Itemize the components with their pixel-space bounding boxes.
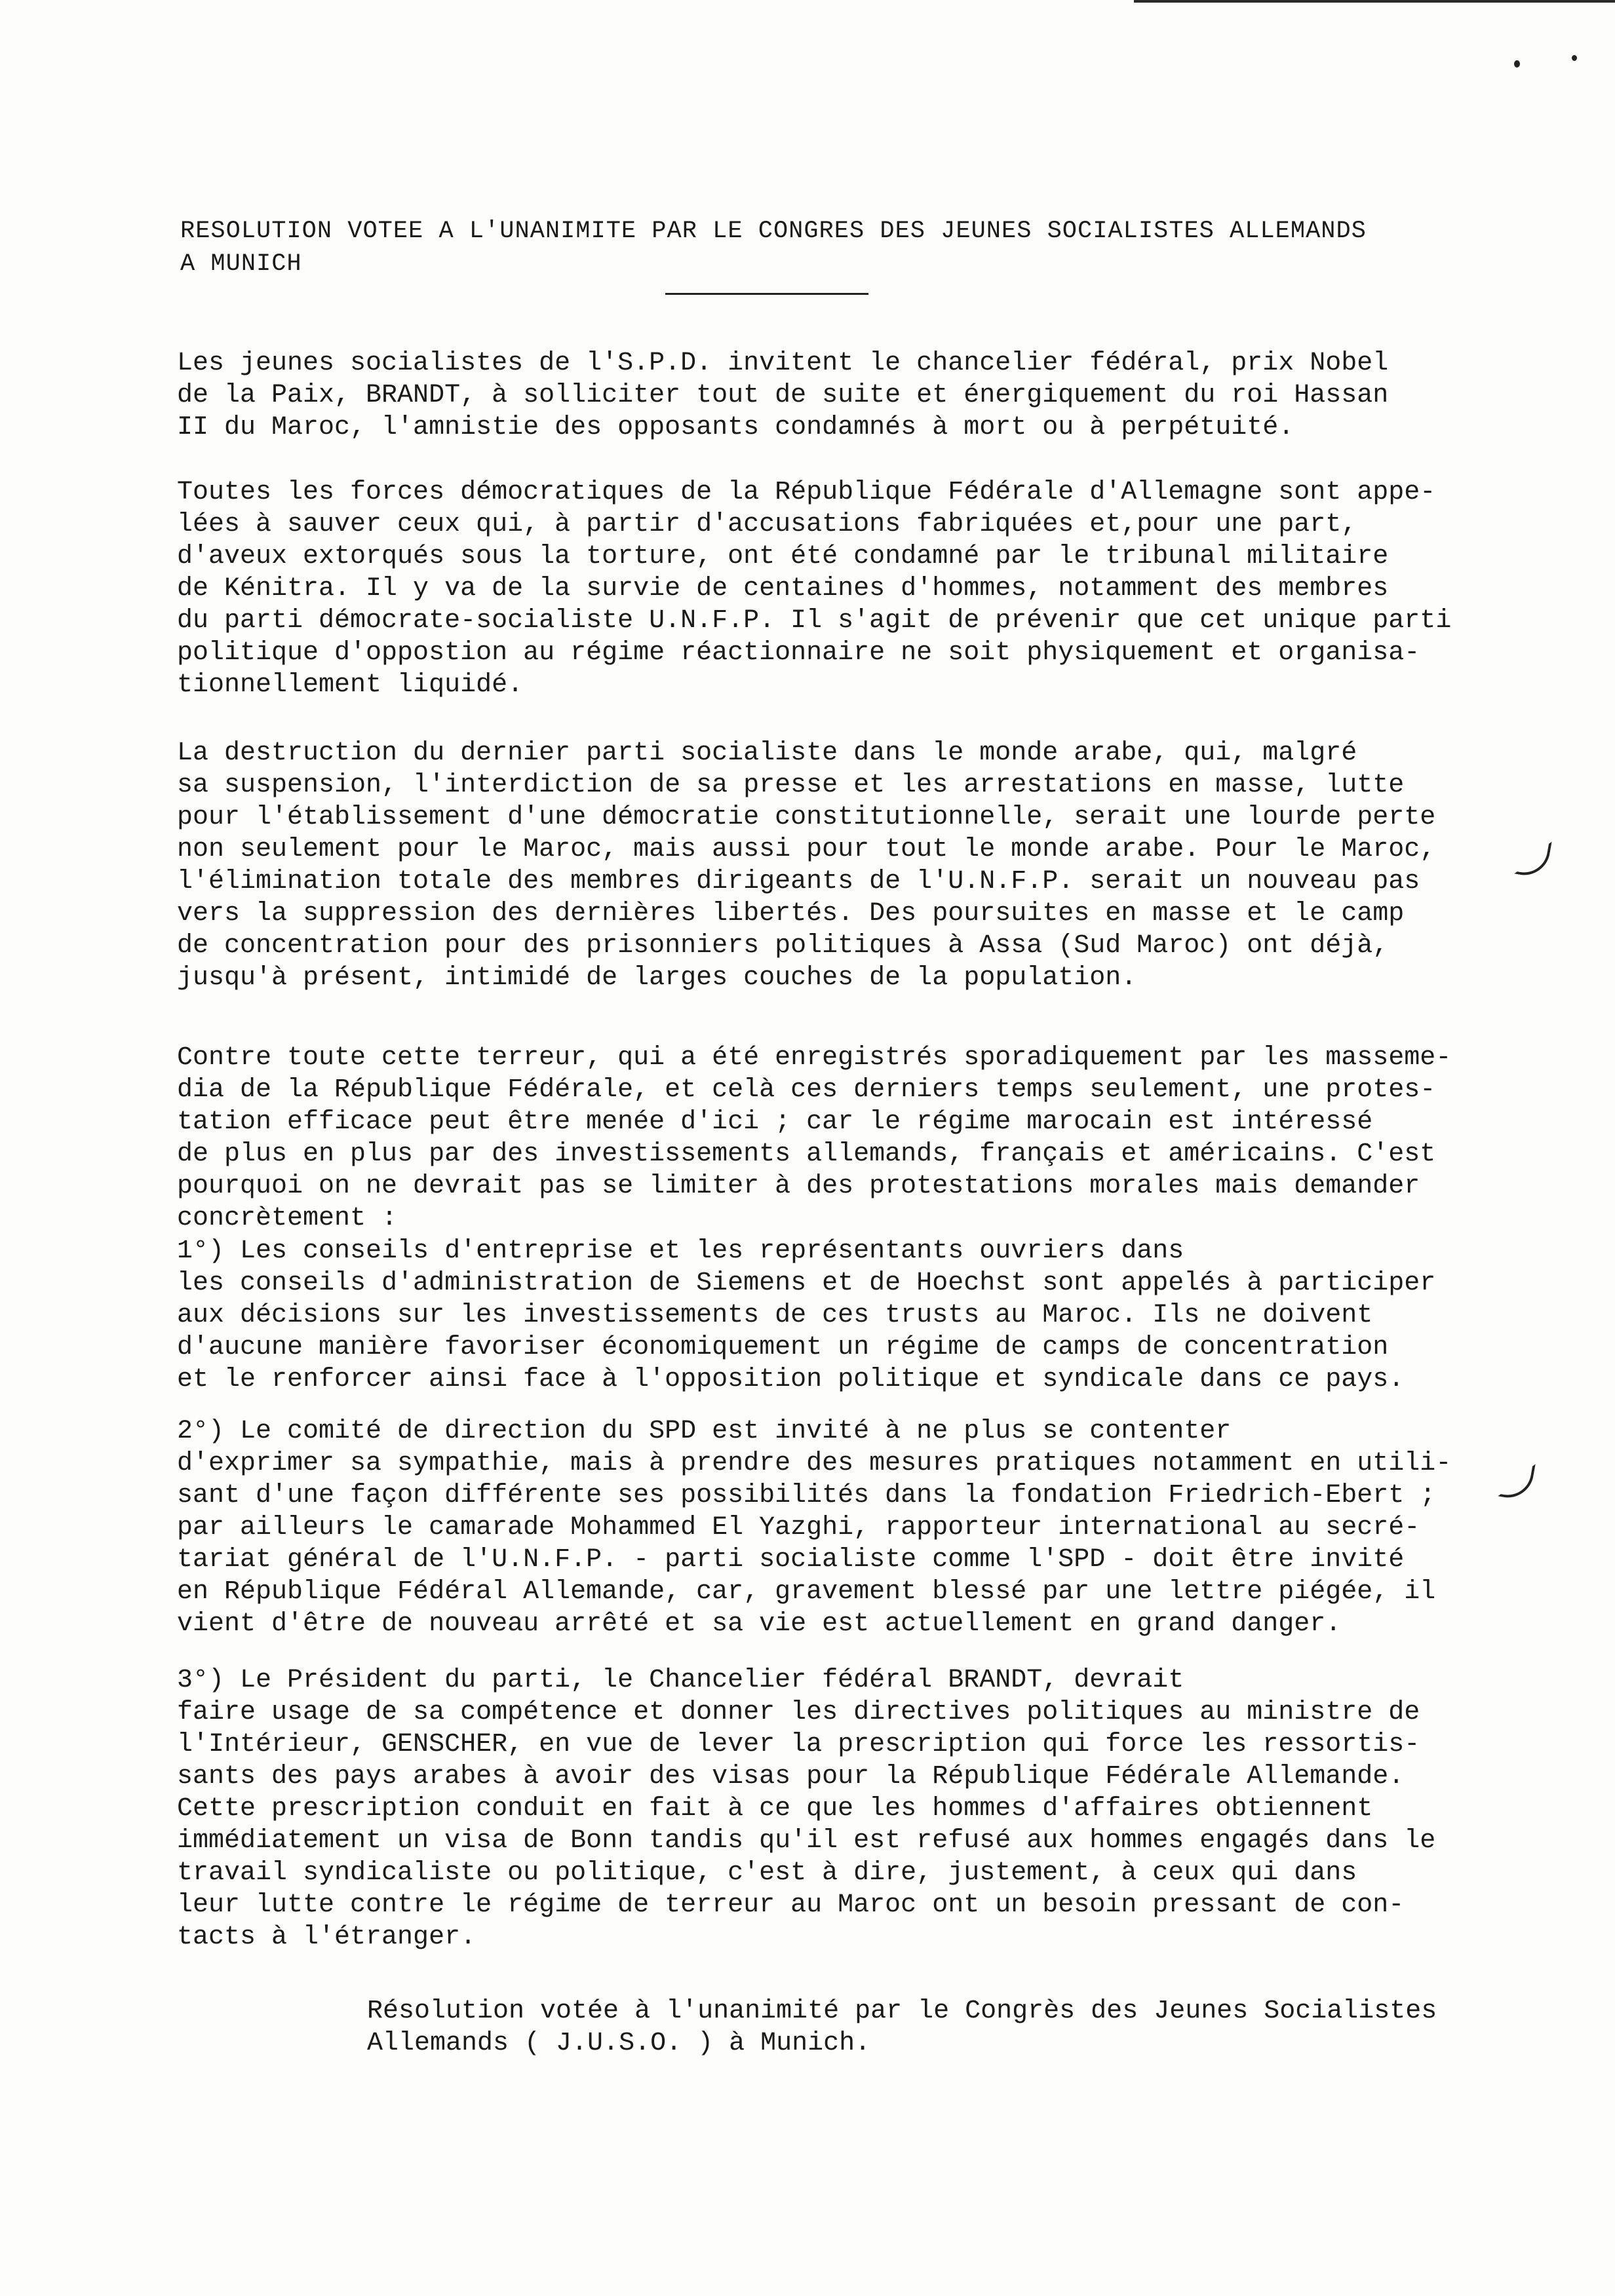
ink-speck bbox=[1514, 60, 1520, 67]
paragraph-democratic-forces: Toutes les forces démocratiques de la République Fédérale d'Allemagne sont appe- lées à sauver ceux qui, à partir d'accusations fabriquées et,pour une part, d'aveux extorqués sous la torture, ont été condamné par le tribunal militaire de Kénitra. Il y va de la survie de centaines d'hommes, notamment des membres du parti démocrate-socialiste U.N.F.P. Il s'agit de prévenir que cet unique parti politique d'oppostion au régime réactionnaire ne soit physiquement et organisa- tionnellement liquidé. bbox=[177, 478, 1452, 700]
title-underline bbox=[665, 293, 868, 295]
paragraph-point-2: 2°) Le comité de direction du SPD est invité à ne plus se contenter d'exprimer sa sympathie, mais à prendre des mesures pratiques notamment en utili- sant d'une façon différente ses possibilités dans la fondation Friedrich-Ebert ; par ailleurs le camarade Mohammed El Yazghi, rapporteur international au secré- tariat général de l'U.N.F.P. - parti socialiste comme l'SPD - doit être invité en République Fédéral Allemande, car, gravement blessé par une lettre piégée, il vient d'être de nouveau arrêté et sa vie est actuellement en grand danger. bbox=[177, 1417, 1452, 1639]
ink-speck bbox=[1572, 55, 1577, 61]
document-title: RESOLUTION VOTEE A L'UNANIMITE PAR LE CONGRES DES JEUNES SOCIALISTES ALLEMANDS A MUNICH bbox=[180, 218, 1367, 278]
paragraph-point-1: 1°) Les conseils d'entreprise et les représentants ouvriers dans les conseils d'administration de Siemens et de Hoechst sont appelés à participer aux décisions sur les investissements de ces trusts au Maroc. Ils ne doivent d'aucune manière favoriser économiquement un régime de camps de concentration et le renforcer ainsi face à l'opposition politique et syndicale dans ce pays. bbox=[177, 1236, 1436, 1394]
paragraph-against-terror: Contre toute cette terreur, qui a été enregistrés sporadiquement par les masseme- dia de la République Fédérale, et celà ces derniers temps seulement, une protes- tation efficace peut être menée d'ici ; car le régime marocain est intéressé de plus en plus par des investissements allemands, français et américains. C'est pourquoi on ne devrait pas se limiter à des protestations morales mais demander concrètement : bbox=[177, 1043, 1452, 1233]
paragraph-appeal-to-brandt: Les jeunes socialistes de l'S.P.D. invitent le chancelier fédéral, prix Nobel de la Paix, BRANDT, à solliciter tout de suite et énergiquement du roi Hassan II du Maroc, l'amnistie des opposants condamnés à mort ou à perpétuité. bbox=[177, 349, 1389, 442]
margin-handwritten-mark bbox=[1514, 836, 1551, 879]
closing-resolution-note: Résolution votée à l'unanimité par le Congrès des Jeunes Socialistes Allemands ( J.U.S.O. ) à Munich. bbox=[367, 1997, 1437, 2058]
paragraph-point-3: 3°) Le Président du parti, le Chancelier fédéral BRANDT, devrait faire usage de sa compétence et donner les directives politiques au ministre de l'Intérieur, GENSCHER, en vue de lever la prescription qui force les ressortis- sants des pays arabes à avoir des visas pour la République Fédérale Allemande. Cette prescription conduit en fait à ce que les hommes d'affaires obtiennent immédiatement un visa de Bonn tandis qu'il est refusé aux hommes engagés dans le travail syndicaliste ou politique, c'est à dire, justement, à ceux qui dans leur lutte contre le régime de terreur au Maroc ont un besoin pressant de con- tacts à l'étranger. bbox=[177, 1666, 1436, 1952]
top-edge-rule bbox=[1134, 0, 1615, 3]
margin-handwritten-mark bbox=[1498, 1459, 1535, 1501]
paragraph-destruction-of-party: La destruction du dernier parti socialiste dans le monde arabe, qui, malgré sa suspension, l'interdiction de sa presse et les arrestations en masse, lutte pour l'établissement d'une démocratie constitutionnelle, serait une lourde perte non seulement pour le Maroc, mais aussi pour tout le monde arabe. Pour le Maroc, l'élimination totale des membres dirigeants de l'U.N.F.P. serait un nouveau pas vers la suppression des dernières libertés. Des poursuites en masse et le camp de concentration pour des prisonniers politiques à Assa (Sud Maroc) ont déjà, jusqu'à présent, intimidé de larges couches de la population. bbox=[177, 738, 1436, 993]
